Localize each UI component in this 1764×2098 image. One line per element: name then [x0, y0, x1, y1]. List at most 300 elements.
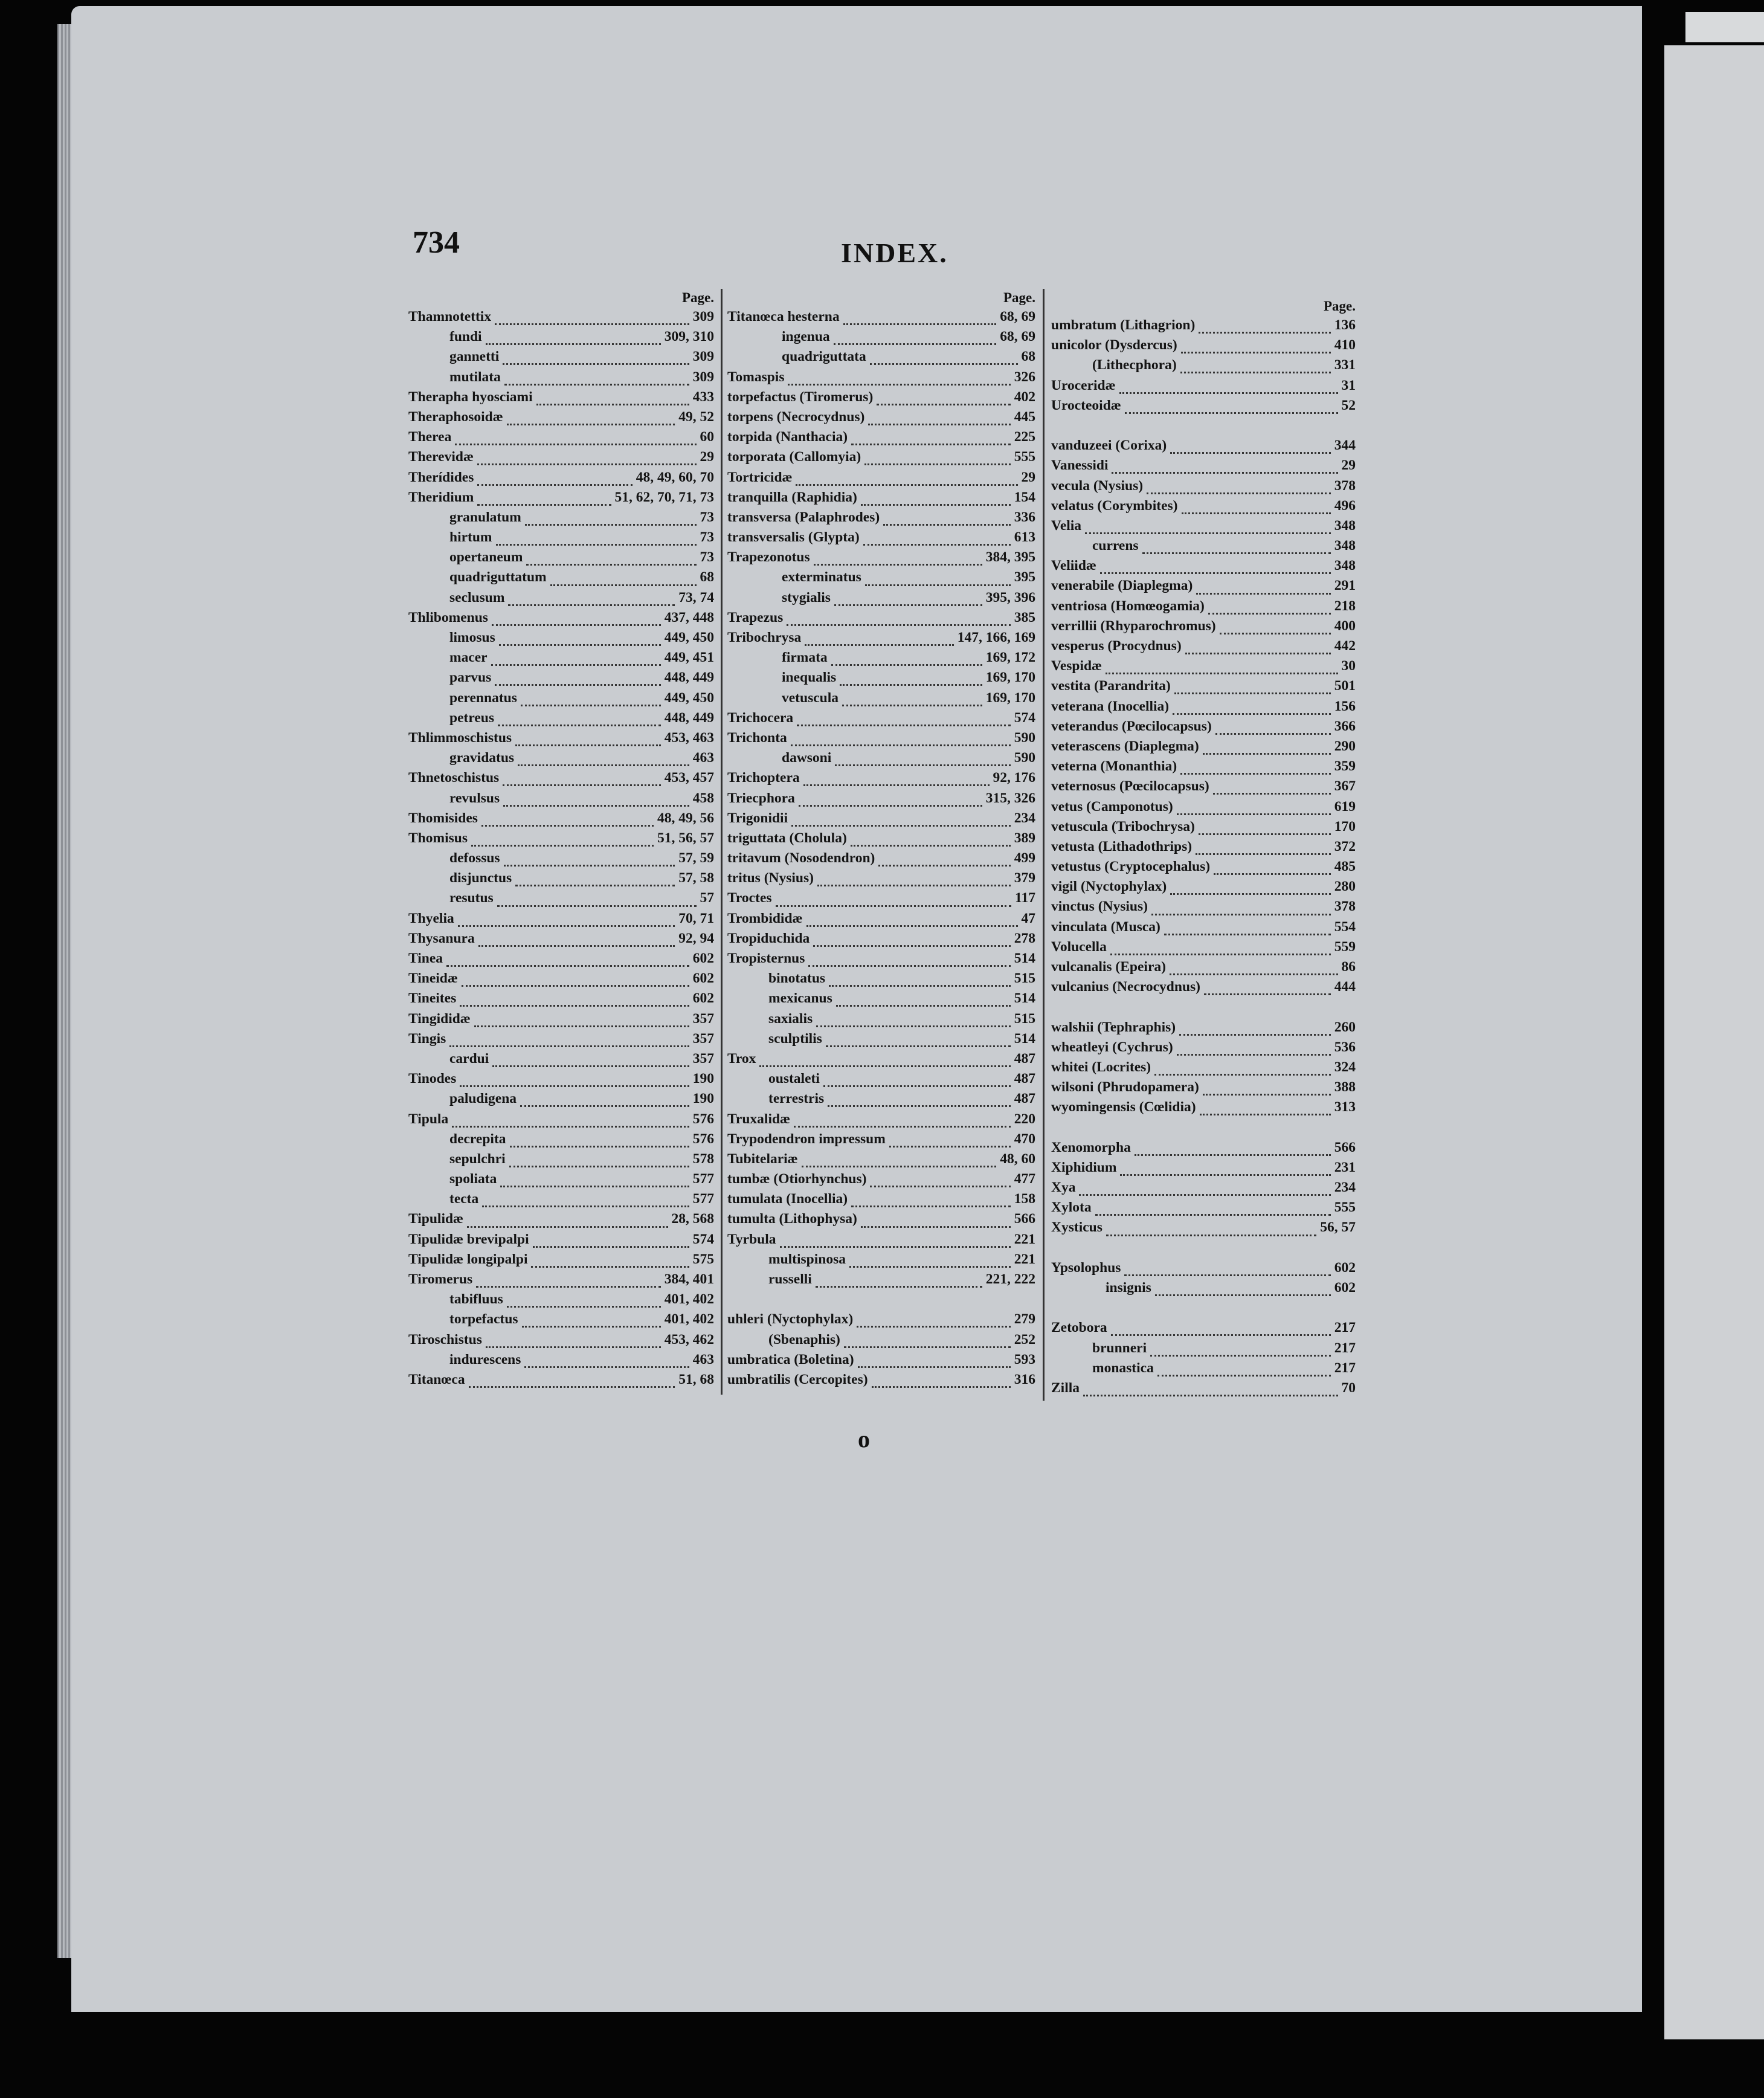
entry-pages: 57, 59	[678, 850, 714, 867]
entry-pages: 217	[1334, 1360, 1356, 1376]
index-entry	[1051, 636, 1356, 656]
entry-term: Therevidæ	[408, 449, 474, 465]
entry-pages: 590	[1014, 750, 1035, 766]
entry-pages: 252	[1014, 1331, 1035, 1348]
entry-term: Tortricidæ	[727, 469, 793, 485]
dot-leader	[504, 857, 675, 867]
index-entry	[727, 848, 1035, 868]
entry-pages: 234	[1014, 810, 1035, 826]
dot-leader	[478, 938, 675, 947]
index-entry	[727, 708, 1035, 728]
index-entry	[727, 1069, 1035, 1089]
dot-leader	[1106, 665, 1337, 674]
index-entry	[1051, 857, 1356, 877]
entry-pages: 463	[692, 1351, 714, 1367]
index-entry	[1051, 1077, 1356, 1097]
index-entry	[408, 809, 714, 828]
dot-leader	[1147, 485, 1331, 494]
dot-leader	[1083, 1387, 1337, 1396]
entry-pages: 220	[1014, 1111, 1035, 1127]
entry-term: terrestris	[768, 1091, 825, 1107]
index-entry	[1051, 436, 1356, 456]
entry-term: (Lithecphora)	[1092, 357, 1177, 373]
entry-pages: 221, 222	[985, 1271, 1035, 1287]
entry-pages: 357	[692, 1050, 714, 1067]
entry-term: Tribochrysa	[727, 630, 802, 645]
index-entry	[1051, 997, 1356, 1017]
dot-leader	[1204, 986, 1331, 995]
entry-pages: 448, 449	[664, 670, 714, 686]
entry-pages: 154	[1014, 489, 1035, 505]
entry-pages: 577	[692, 1191, 714, 1207]
entry-pages: 291	[1334, 578, 1356, 594]
index-entry	[408, 1149, 714, 1169]
index-entry	[1051, 1338, 1356, 1358]
dot-leader	[851, 436, 1011, 445]
index-entry	[727, 748, 1035, 768]
index-entry	[1051, 1198, 1356, 1218]
dot-leader	[1181, 344, 1331, 353]
entry-term: vetuscula (Tribochrysa)	[1051, 818, 1195, 834]
entry-term: parvus	[449, 670, 492, 686]
index-entry	[408, 588, 714, 608]
entry-term: spoliata	[449, 1171, 497, 1187]
dot-leader	[842, 697, 982, 706]
index-entry	[727, 728, 1035, 748]
entry-pages: 348	[1334, 538, 1356, 554]
entry-term: Uroceridæ	[1051, 377, 1116, 393]
dot-leader	[1179, 1027, 1331, 1036]
entry-pages: 499	[1014, 850, 1035, 867]
entry-term: triguttata (Cholula)	[727, 830, 847, 846]
index-entry	[727, 868, 1035, 888]
entry-pages: 453, 457	[664, 770, 714, 786]
dot-leader	[776, 898, 1012, 907]
entry-term: veterandus (Pœcilocapsus)	[1051, 718, 1212, 734]
index-entry	[408, 868, 714, 888]
entry-pages: 47	[1021, 910, 1035, 926]
entry-pages: 410	[1334, 337, 1356, 353]
entry-term: Trapezus	[727, 609, 784, 625]
dot-leader	[1180, 766, 1331, 775]
entry-pages: 372	[1334, 838, 1356, 854]
entry-term: wheatleyi (Cychrus)	[1051, 1039, 1173, 1055]
index-entry	[727, 608, 1035, 628]
dot-leader	[780, 1239, 1011, 1248]
entry-term: decrepita	[449, 1131, 506, 1147]
entry-pages: 593	[1014, 1351, 1035, 1367]
entry-pages: 442	[1334, 638, 1356, 654]
entry-pages: 357	[692, 1010, 714, 1027]
entry-term: umbratica (Boletina)	[727, 1351, 854, 1367]
dot-leader	[499, 637, 661, 646]
dot-leader	[1196, 586, 1330, 595]
dot-leader	[877, 396, 1010, 405]
entry-term: gannetti	[449, 349, 500, 365]
entry-term: Tingididæ	[408, 1010, 471, 1027]
entry-term: wilsoni (Phrudopamera)	[1051, 1079, 1199, 1096]
index-entry	[727, 1289, 1035, 1309]
entry-term: Tomaspis	[727, 369, 785, 385]
entry-term: Theraphosoidæ	[408, 408, 503, 425]
dot-leader	[797, 717, 1011, 726]
index-entry	[408, 828, 714, 848]
dot-leader	[1185, 645, 1331, 654]
entry-pages: 29	[1021, 469, 1035, 485]
entry-pages: 348	[1334, 558, 1356, 574]
index-entry	[727, 969, 1035, 989]
index-entry	[727, 488, 1035, 508]
index-entry	[727, 347, 1035, 367]
index-entry	[727, 468, 1035, 488]
entry-pages: 378	[1334, 899, 1356, 915]
index-entry	[1051, 556, 1356, 576]
entry-term: paludigena	[449, 1091, 517, 1107]
entry-term: Veliidæ	[1051, 558, 1096, 574]
entry-term: velatus (Corymbites)	[1051, 497, 1178, 514]
index-entry	[727, 1129, 1035, 1149]
dot-leader	[1170, 966, 1338, 975]
index-entry	[408, 307, 714, 327]
dot-leader	[1200, 1106, 1331, 1115]
index-entry	[727, 528, 1035, 547]
entry-term: Urocteoidæ	[1051, 397, 1121, 413]
entry-pages: 445	[1014, 408, 1035, 425]
index-entry	[408, 1309, 714, 1329]
dot-leader	[520, 1098, 689, 1107]
index-entry	[727, 447, 1035, 467]
entry-pages: 73	[700, 529, 714, 546]
index-entry	[408, 1029, 714, 1049]
dot-leader	[1214, 866, 1331, 875]
dot-leader	[1199, 324, 1330, 334]
index-entry	[727, 1009, 1035, 1029]
index-entry	[727, 427, 1035, 447]
index-entry	[408, 367, 714, 387]
entry-pages: 401, 402	[664, 1291, 714, 1308]
dot-leader	[496, 537, 697, 546]
entry-term: Titanœca	[408, 1371, 465, 1387]
index-entry	[408, 648, 714, 668]
entry-pages: 169, 172	[985, 650, 1035, 666]
dot-leader	[533, 1239, 689, 1248]
dot-leader	[1120, 1167, 1330, 1176]
entry-term: Trypodendron impressum	[727, 1131, 886, 1147]
entry-pages: 357	[692, 1030, 714, 1047]
entry-pages: 388	[1334, 1079, 1356, 1096]
entry-term: Tipula	[408, 1111, 449, 1127]
index-column-2	[727, 289, 1035, 1390]
entry-term: Thomisides	[408, 810, 478, 826]
entry-pages: 336	[1014, 509, 1035, 525]
dot-leader	[477, 477, 632, 486]
entry-term: Tiroschistus	[408, 1331, 482, 1348]
entry-pages: 514	[1014, 1030, 1035, 1047]
entry-term: Trichoptera	[727, 770, 800, 786]
entry-term: tritavum (Nosodendron)	[727, 850, 875, 867]
index-entry	[408, 468, 714, 488]
entry-term: cardui	[449, 1050, 489, 1067]
page-title: INDEX.	[841, 237, 948, 268]
index-entry	[1051, 416, 1356, 436]
dot-leader	[1220, 625, 1331, 634]
entry-term: Tingis	[408, 1030, 446, 1047]
entry-term: fundi	[449, 329, 482, 345]
index-entry	[727, 1350, 1035, 1370]
dot-leader	[507, 416, 675, 425]
index-entry	[408, 909, 714, 929]
entry-pages: 225	[1014, 429, 1035, 445]
dot-leader	[526, 557, 696, 566]
entry-term: Tineidæ	[408, 970, 458, 987]
dot-leader	[524, 1359, 689, 1368]
index-entry	[727, 387, 1035, 407]
index-entry	[408, 1049, 714, 1069]
page-number: 734	[413, 225, 460, 260]
index-entry	[727, 688, 1035, 708]
index-entry	[408, 969, 714, 989]
entry-term: vulcanius (Necrocydnus)	[1051, 979, 1200, 995]
entry-term: vetuscula	[782, 689, 839, 706]
entry-pages: 389	[1014, 830, 1035, 846]
index-entry	[408, 1089, 714, 1109]
dot-leader	[864, 456, 1011, 465]
index-entry	[408, 1169, 714, 1189]
entry-term: transversa (Palaphrodes)	[727, 509, 880, 525]
dot-leader	[471, 838, 654, 847]
entry-term: vetusta (Lithadothrips)	[1051, 838, 1193, 854]
entry-term: exterminatus	[782, 569, 861, 586]
dot-leader	[504, 376, 689, 386]
dot-leader	[462, 978, 689, 987]
index-entry	[727, 888, 1035, 908]
entry-pages: 559	[1334, 938, 1356, 955]
dot-leader	[858, 1359, 1011, 1368]
entry-pages: 367	[1334, 778, 1356, 795]
index-entry	[1051, 877, 1356, 897]
dot-leader	[460, 998, 689, 1007]
index-entry	[727, 547, 1035, 567]
entry-term: torporata (Callomyia)	[727, 449, 861, 465]
entry-pages: 92, 94	[678, 930, 714, 946]
entry-pages: 602	[1334, 1259, 1356, 1276]
entry-term: insignis	[1106, 1280, 1151, 1296]
entry-term: saxialis	[768, 1010, 813, 1027]
dot-leader	[1151, 906, 1331, 915]
entry-pages: 448, 449	[664, 709, 714, 726]
entry-pages: 602	[1334, 1280, 1356, 1296]
dot-leader	[1154, 1067, 1331, 1076]
entry-pages: 48, 49, 60, 70	[636, 469, 714, 485]
entry-term: quadriguttatum	[449, 569, 547, 586]
dot-leader	[536, 396, 689, 405]
entry-term: Thlimmoschistus	[408, 729, 512, 746]
entry-pages: 156	[1334, 698, 1356, 714]
entry-pages: 433	[692, 389, 714, 405]
dot-leader	[491, 657, 661, 666]
index-entry	[408, 327, 714, 347]
index-entry	[727, 327, 1035, 347]
index-entry	[408, 1289, 714, 1309]
dot-leader	[531, 1259, 689, 1268]
entry-term: walshii (Tephraphis)	[1051, 1019, 1176, 1035]
entry-term: sepulchri	[449, 1151, 506, 1167]
entry-pages: 602	[692, 990, 714, 1007]
index-entry	[727, 929, 1035, 949]
index-entry	[1051, 957, 1356, 977]
dot-leader	[486, 1339, 661, 1348]
entry-term: gravidatus	[449, 750, 515, 766]
entry-pages: 51, 56, 57	[657, 830, 714, 846]
index-entry	[727, 1189, 1035, 1209]
dot-leader	[1170, 886, 1330, 895]
entry-term: Tipulidæ brevipalpi	[408, 1231, 529, 1247]
dot-leader	[878, 857, 1010, 867]
entry-term: limosus	[449, 630, 495, 645]
entry-pages: 485	[1334, 859, 1356, 875]
entry-pages: 147, 166, 169	[957, 630, 1035, 645]
entry-pages: 449, 451	[664, 650, 714, 666]
dot-leader	[525, 517, 697, 526]
dot-leader	[492, 1058, 689, 1067]
entry-term: Trichocera	[727, 709, 794, 726]
dot-leader	[486, 336, 661, 345]
entry-term: resutus	[449, 890, 494, 906]
dot-leader	[477, 497, 611, 506]
dot-leader	[835, 757, 1010, 766]
dot-leader	[1142, 545, 1331, 554]
dot-leader	[1164, 926, 1331, 935]
index-entry	[408, 1209, 714, 1229]
entry-pages: 52	[1341, 397, 1356, 413]
dot-leader	[851, 1198, 1011, 1207]
index-entry	[408, 848, 714, 868]
entry-pages: 316	[1014, 1371, 1035, 1387]
index-entry	[408, 688, 714, 708]
entry-pages: 402	[1014, 389, 1035, 405]
index-entry	[1051, 1057, 1356, 1077]
index-entry	[727, 828, 1035, 848]
dot-leader	[460, 1078, 689, 1087]
entry-term: transversalis (Glypta)	[727, 529, 860, 546]
entry-pages: 384, 401	[664, 1271, 714, 1287]
entry-term: petreus	[449, 709, 494, 726]
entry-pages: 366	[1334, 718, 1356, 734]
entry-term: currens	[1092, 538, 1139, 554]
entry-pages: 309	[692, 309, 714, 324]
dot-leader	[497, 898, 697, 907]
dot-leader	[1208, 605, 1331, 615]
entry-term: monastica	[1092, 1360, 1154, 1376]
index-entry	[1051, 897, 1356, 917]
entry-pages: 280	[1334, 879, 1356, 895]
entry-term: stygialis	[782, 589, 831, 605]
facing-page-edge	[1664, 45, 1764, 2039]
column-rule	[1043, 289, 1045, 1401]
entry-pages: 70	[1341, 1380, 1356, 1396]
entry-term: perennatus	[449, 689, 517, 706]
entry-pages: 28, 568	[671, 1211, 714, 1227]
dot-leader	[791, 818, 1011, 827]
entry-pages: 30	[1341, 658, 1356, 674]
entry-term: venerabile (Diaplegma)	[1051, 578, 1193, 594]
entry-pages: 326	[1014, 369, 1035, 385]
dot-leader	[816, 1018, 1011, 1027]
entry-pages: 92, 176	[993, 770, 1035, 786]
entry-pages: 260	[1334, 1019, 1356, 1035]
entry-pages: 309	[692, 349, 714, 365]
entry-term: ventriosa (Homœogamia)	[1051, 598, 1205, 614]
index-entry	[408, 949, 714, 969]
entry-pages: 578	[692, 1151, 714, 1167]
entry-term: vetus (Camponotus)	[1051, 798, 1173, 815]
entry-list	[1051, 315, 1356, 1398]
entry-pages: 477	[1014, 1171, 1035, 1187]
entry-pages: 73	[700, 549, 714, 566]
dot-leader	[808, 958, 1010, 967]
entry-pages: 344	[1334, 437, 1356, 454]
entry-term: vulcanalis (Epeira)	[1051, 959, 1166, 975]
dot-leader	[813, 938, 1010, 947]
entry-term: quadriguttata	[782, 349, 866, 365]
entry-pages: 278	[1014, 930, 1035, 946]
dot-leader	[843, 316, 997, 325]
entry-pages: 331	[1334, 357, 1356, 373]
dot-leader	[522, 1319, 661, 1328]
index-entry	[1051, 937, 1356, 957]
index-entry	[727, 1330, 1035, 1350]
entry-pages: 444	[1334, 979, 1356, 995]
index-entry	[727, 1209, 1035, 1229]
index-entry	[727, 809, 1035, 828]
column-header: Page.	[1003, 290, 1035, 305]
entry-term: tumulata (Inocellia)	[727, 1191, 848, 1207]
index-entry	[727, 567, 1035, 587]
index-entry	[408, 547, 714, 567]
index-entry	[408, 608, 714, 628]
entry-pages: 309, 310	[664, 329, 714, 345]
dot-leader	[1182, 505, 1331, 514]
index-entry	[1051, 1138, 1356, 1158]
index-entry	[408, 1230, 714, 1250]
index-entry	[408, 567, 714, 587]
entry-term: Volucella	[1051, 938, 1107, 955]
index-entry	[408, 628, 714, 648]
dot-leader	[1213, 786, 1331, 795]
entry-term: tecta	[449, 1191, 479, 1207]
entry-term: seclusum	[449, 589, 505, 605]
entry-term: (Sbenaphis)	[768, 1331, 840, 1348]
dot-leader	[1124, 1267, 1330, 1276]
dot-leader	[814, 557, 982, 566]
entry-pages: 73	[700, 509, 714, 525]
entry-term: binotatus	[768, 970, 826, 987]
entry-term: Xylota	[1051, 1199, 1092, 1216]
entry-term: mexicanus	[768, 990, 832, 1007]
index-entry	[1051, 1018, 1356, 1038]
entry-pages: 190	[692, 1071, 714, 1087]
index-entry	[727, 367, 1035, 387]
entry-pages: 51, 62, 70, 71, 73	[614, 489, 714, 505]
dot-leader	[1199, 826, 1331, 835]
dot-leader	[817, 877, 1011, 886]
entry-pages: 566	[1334, 1139, 1356, 1155]
index-entry	[727, 1230, 1035, 1250]
index-entry	[1051, 476, 1356, 496]
index-entry	[1051, 977, 1356, 997]
entry-term: Zilla	[1051, 1380, 1080, 1396]
dot-leader	[831, 657, 982, 666]
